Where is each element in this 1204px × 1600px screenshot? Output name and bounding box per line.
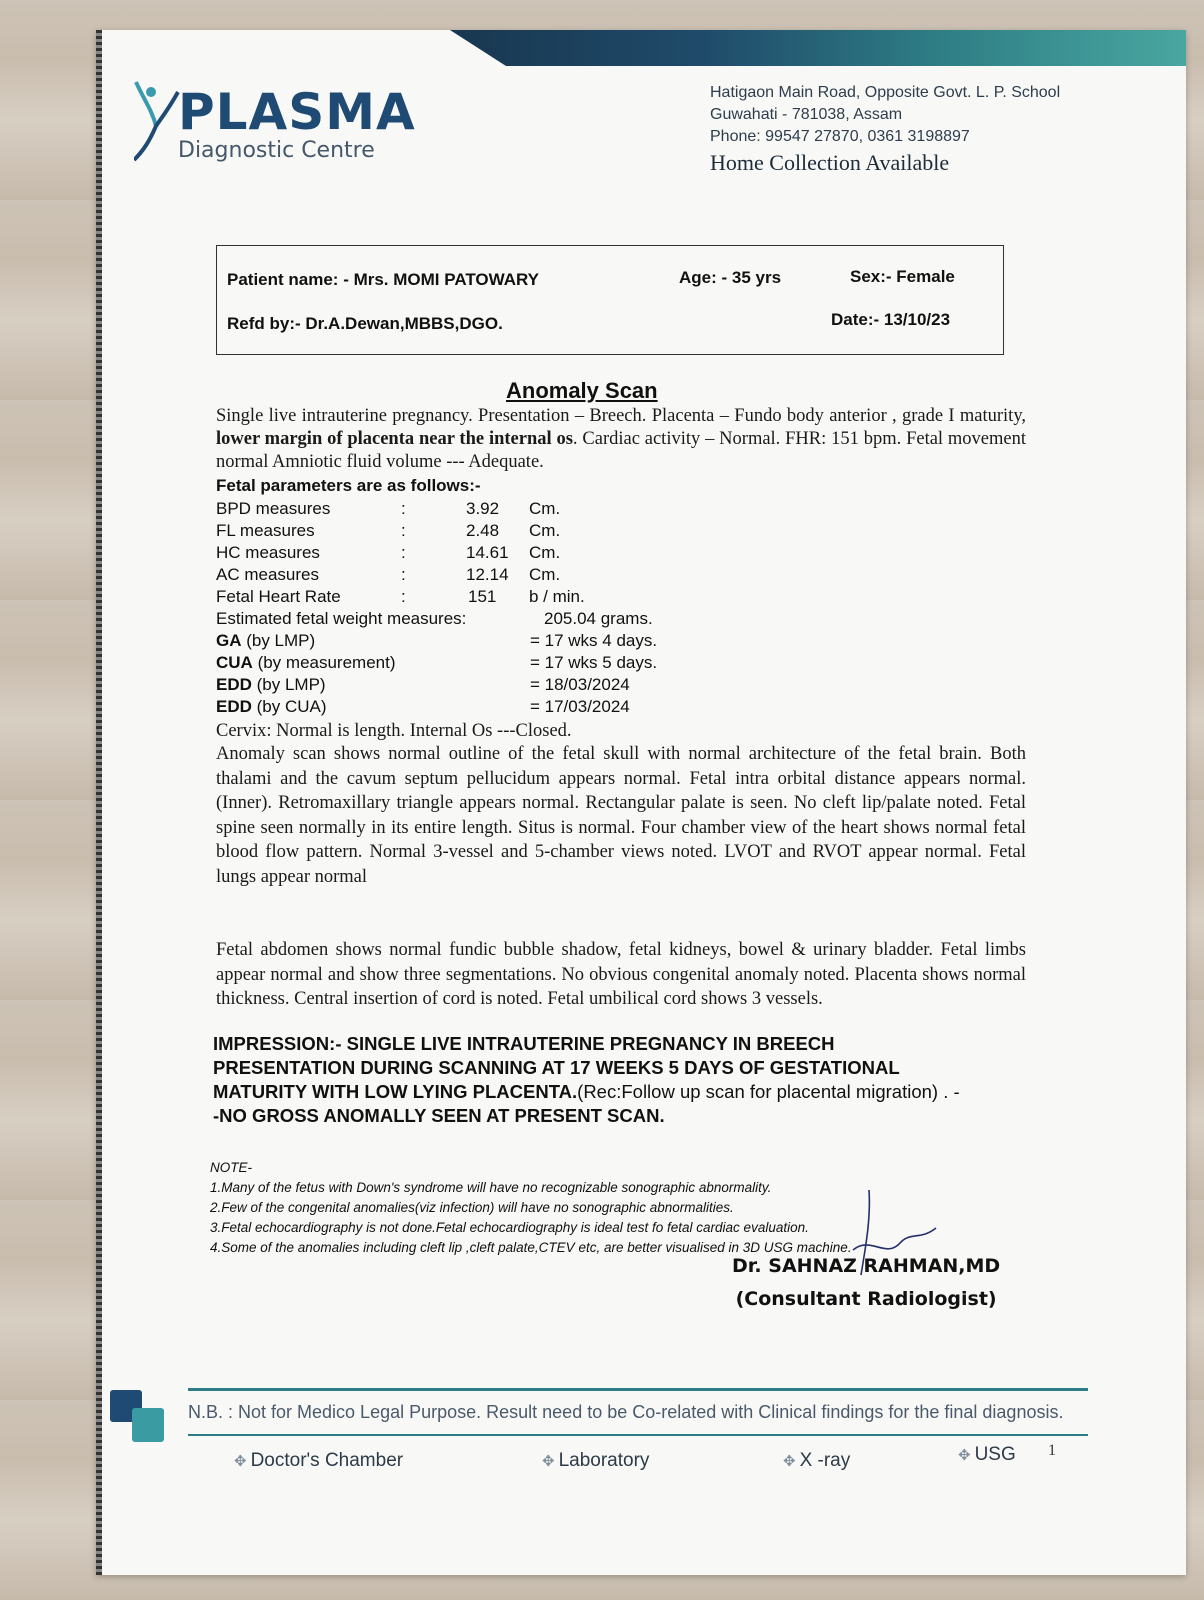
date-label-rest: (by LMP) <box>241 631 316 650</box>
date-label-bold: CUA <box>216 653 253 672</box>
measurement-sep: : <box>401 565 406 584</box>
intro-paragraph <box>216 405 1026 474</box>
notes-block <box>210 1158 852 1258</box>
patient-age: Age: - 35 yrs <box>679 268 782 287</box>
doctor-name: Dr. SAHNAZ RAHMAN,MD <box>732 1255 1001 1277</box>
efw-label: Estimated fetal weight measures: <box>216 609 467 628</box>
intro-bold-text: lower margin of placenta near the internal os <box>216 429 573 449</box>
measurement-label: AC measures <box>216 565 319 584</box>
diamond-bullet-icon: ✥ <box>783 1453 796 1470</box>
page-number: 1 <box>1048 1442 1056 1459</box>
efw-value: 205.04 grams. <box>544 609 653 628</box>
service-label: Doctor's Chamber <box>250 1450 404 1471</box>
report-date: Date:- 13/10/23 <box>831 310 951 329</box>
measurement-unit: b / min. <box>529 587 585 606</box>
page-edge <box>96 30 102 1575</box>
impression-line: IMPRESSION:- SINGLE LIVE INTRAUTERINE PREGNANCY IN BREECH <box>213 1033 835 1054</box>
impression-recommendation: (Rec:Follow up scan for placental migration) . - <box>577 1081 960 1102</box>
service-usg <box>958 1444 1016 1466</box>
address-city: Guwahati - 781038, Assam <box>710 106 903 123</box>
signatory-block <box>732 1250 1000 1316</box>
date-value: = 17 wks 4 days. <box>530 631 658 650</box>
measurement-unit: Cm. <box>529 565 561 584</box>
date-label-rest: (by LMP) <box>251 675 326 694</box>
date-label <box>216 653 396 673</box>
date-label <box>216 697 327 717</box>
date-value: = 17/03/2024 <box>530 697 630 716</box>
diamond-bullet-icon: ✥ <box>542 1453 555 1470</box>
date-label <box>216 631 315 651</box>
measurement-unit: Cm. <box>529 499 561 518</box>
diamond-bullet-icon: ✥ <box>234 1453 247 1470</box>
measurement-value: 2.48 <box>466 521 500 540</box>
measurement-sep: : <box>401 587 406 606</box>
logo-figure-icon <box>134 80 184 170</box>
measurement-value: 14.61 <box>466 543 509 562</box>
notes-heading: NOTE- <box>210 1160 252 1175</box>
brand-name: PLASMA <box>178 83 416 141</box>
doctor-title: (Consultant Radiologist) <box>735 1288 997 1310</box>
intro-text-b: . Cardiac activity – Normal. FHR: 151 bpm. Fetal movement normal Amniotic fluid volume --- Adequate. <box>216 429 1026 472</box>
patient-info-box <box>216 245 1004 355</box>
fetal-params-heading: Fetal parameters are as follows:- <box>216 476 481 495</box>
measurement-value: 151 <box>468 587 497 606</box>
service-xray <box>783 1450 850 1472</box>
report-title: Anomaly Scan <box>506 378 658 403</box>
date-label-bold: EDD <box>216 697 252 716</box>
service-label: Laboratory <box>558 1450 650 1471</box>
service-label: USG <box>974 1444 1016 1465</box>
note-item: 2.Few of the congenital anomalies(viz infection) will have no sonographic abnormalities. <box>210 1200 734 1215</box>
measurement-label: BPD measures <box>216 499 331 518</box>
date-label <box>216 675 326 695</box>
measurement-label: FL measures <box>216 521 315 540</box>
abdomen-paragraph: Fetal abdomen shows normal fundic bubble shadow, fetal kidneys, bowel & urinary bladder. Fetal limbs appear normal and show three segmentations. No obvious congenital anomaly noted. Placenta shows normal thickness. Central insertion of cord is noted. Fetal umbilical cord shows 3 vessels. <box>216 940 1026 1009</box>
diamond-bullet-icon: ✥ <box>958 1447 971 1464</box>
measurement-value: 12.14 <box>466 565 509 584</box>
phone: Phone: 99547 27870, 0361 3198897 <box>710 128 970 145</box>
note-item: 4.Some of the anomalies including cleft lip ,cleft palate,CTEV etc, are better visualised in 3D USG machine. <box>210 1240 852 1255</box>
date-label-bold: GA <box>216 631 242 650</box>
measurement-sep: : <box>401 499 406 518</box>
anomaly-paragraph: Anomaly scan shows normal outline of the fetal skull with normal architecture of the fetal brain. Both thalami and the cavum septum pellucidum appears normal. Fetal intra orbital distance appears normal. (Inner). Retromaxillary triangle appears normal. Rectangular palate is seen. No cleft lip/palate noted. Fetal spine seen normally in its entire length. Situs is normal. Four chamber view of the heart shows normal fetal blood flow pattern. Normal 3-vessel and 5-chamber views noted. LVOT and RVOT appear normal. Fetal lungs appear normal <box>216 744 1026 887</box>
note-item: 3.Fetal echocardiography is not done.Fetal echocardiography is ideal test fo fetal cardiac evaluation. <box>210 1220 809 1235</box>
service-laboratory <box>542 1450 649 1472</box>
impression-line <box>213 1080 1043 1104</box>
measurement-sep: : <box>401 543 406 562</box>
service-doctors-chamber <box>234 1450 403 1472</box>
logo <box>134 80 414 170</box>
footer-logo-squares <box>110 1390 170 1450</box>
footer-rule-bottom <box>188 1434 1088 1436</box>
measurement-sep: : <box>401 521 406 540</box>
measurement-unit: Cm. <box>529 543 561 562</box>
footer-disclaimer: N.B. : Not for Medico Legal Purpose. Result need to be Co-related with Clinical findings for the final diagnosis. <box>188 1402 1064 1422</box>
intro-text-a: Single live intrauterine pregnancy. Presentation – Breech. Placenta – Fundo body anterior , grade I maturity, <box>216 406 1026 426</box>
impression-line: -NO GROSS ANOMALLY SEEN AT PRESENT SCAN. <box>213 1105 665 1126</box>
cervix-text: Cervix: Normal is length. Internal Os ---Closed. <box>216 721 572 741</box>
note-item: 1.Many of the fetus with Down's syndrome will have no recognizable sonographic abnormality. <box>210 1180 772 1195</box>
header-band <box>386 30 1186 66</box>
impression-block <box>213 1032 1043 1128</box>
date-value: = 18/03/2024 <box>530 675 630 694</box>
report-page <box>96 30 1186 1575</box>
measurement-unit: Cm. <box>529 521 561 540</box>
home-collection: Home Collection Available <box>710 150 950 175</box>
date-label-rest: (by measurement) <box>252 653 396 672</box>
measurement-label: Fetal Heart Rate <box>216 587 341 606</box>
referred-by: Refd by:- Dr.A.Dewan,MBBS,DGO. <box>227 314 503 333</box>
patient-sex: Sex:- Female <box>850 267 955 286</box>
brand-subtitle: Diagnostic Centre <box>178 138 375 163</box>
measurement-value: 3.92 <box>466 499 500 518</box>
patient-name: Patient name: - Mrs. MOMI PATOWARY <box>227 270 540 289</box>
impression-line: PRESENTATION DURING SCANNING AT 17 WEEKS 5 DAYS OF GESTATIONAL <box>213 1057 900 1078</box>
measurement-label: HC measures <box>216 543 320 562</box>
address-block <box>710 82 1060 178</box>
footer-rule-top <box>188 1388 1088 1391</box>
service-label: X -ray <box>799 1450 851 1471</box>
date-label-rest: (by CUA) <box>251 697 327 716</box>
impression-text: MATURITY WITH LOW LYING PLACENTA. <box>213 1081 578 1102</box>
address-line: Hatigaon Main Road, Opposite Govt. L. P. School <box>710 84 1061 101</box>
date-value: = 17 wks 5 days. <box>530 653 658 672</box>
date-label-bold: EDD <box>216 675 252 694</box>
